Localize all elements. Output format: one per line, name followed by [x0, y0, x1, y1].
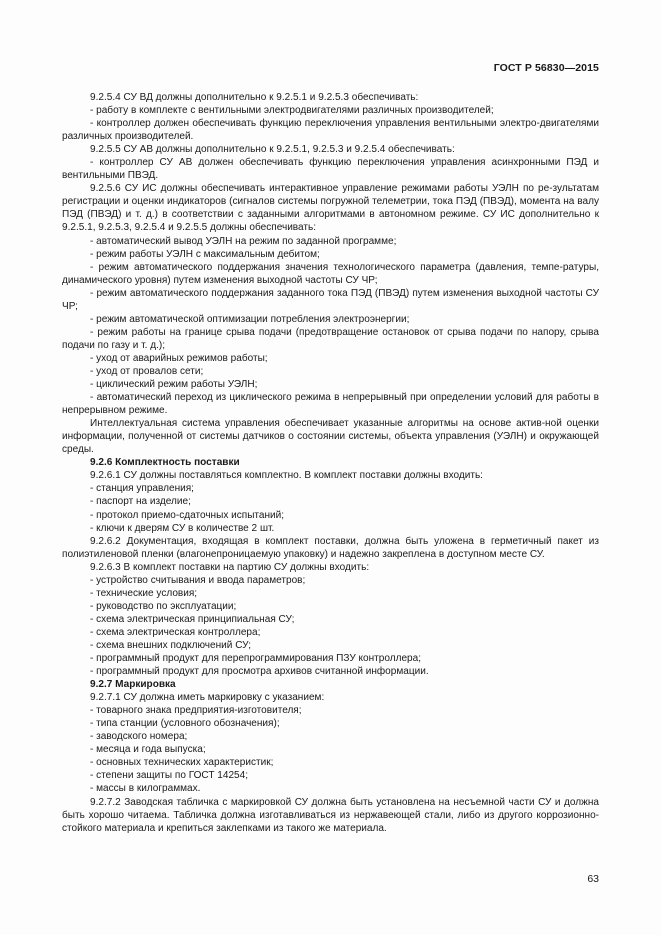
paragraph: 9.2.6.2 Документация, входящая в комплект поставки, должна быть уложена в герметичный пакет из полиэтиленовой пленки (влагонепроницаемую упаковку) и надежно закреплена в доступном месте СУ. — [62, 535, 599, 560]
paragraph: - программный продукт для перепрограммирования ПЗУ контроллера; — [90, 653, 422, 665]
paragraph: - руководство по эксплуатации; — [90, 600, 237, 612]
paragraph: Интеллектуальная система управления обеспечивает указанные алгоритмы на основе актив-ной оценки информации, полученной от системы датчиков о состоянии системы, объекта управления (УЭЛН) и окружающей среды. — [62, 418, 599, 456]
paragraph: - режим автоматического поддержания заданного тока ПЭД (ПВЭД) путем изменения выходной частоты СУ ЧР; — [62, 287, 599, 312]
paragraph: 9.2.5.6 СУ ИС должны обеспечивать интерактивное управление режимами работы УЭЛН по ре-зультатам регистрации и оценки индикаторов (сигналов системы погружной телеметрии, тока ПЭД (ПВЭД), момента на валу ПЭД (ПВЭД) и т. д.) в соответствии с заданными алгоритмами в автономном режиме. СУ ИС дополнительно к 9.2.5.1, 9.2.5.3, 9.2.5.4 и 9.2.5.5 должны обеспечивать: — [62, 183, 599, 234]
paragraph: - автоматический переход из циклического режима в непрерывный при определении условий для работы в непрерывном режиме. — [62, 392, 599, 417]
paragraph: - контроллер должен обеспечивать функцию переключения управления вентильными электро-двигателями различных производителей. — [62, 118, 599, 143]
paragraph: - заводского номера; — [90, 731, 188, 743]
document-body — [62, 91, 599, 835]
paragraph: - программный продукт для просмотра архивов считанной информации. — [90, 666, 429, 678]
paragraph: - циклический режим работы УЭЛН; — [90, 379, 258, 391]
paragraph: - технические условия; — [90, 587, 198, 599]
paragraph: - режим работы на границе срыва подачи (предотвращение остановок от срыва подачи по напору, срыва подачи по газу и т. д.); — [62, 326, 599, 351]
paragraph: - товарного знака предприятия-изготовителя; — [90, 705, 302, 717]
paragraph: - автоматический вывод УЭЛН на режим по заданной программе; — [90, 235, 397, 247]
paragraph: - массы в килограммах. — [90, 783, 201, 795]
paragraph: - работу в комплекте с вентильными электродвигателями различных производителей; — [90, 105, 494, 117]
paragraph: - режим автоматической оптимизации потребления электроэнергии; — [90, 313, 410, 325]
section-heading: 9.2.6 Комплектность поставки — [90, 457, 240, 469]
paragraph: - уход от аварийных режимов работы; — [90, 352, 268, 364]
paragraph: - схема электрическая контроллера; — [90, 626, 261, 638]
paragraph: - устройство считывания и ввода параметров; — [90, 574, 306, 586]
paragraph: 9.2.6.1 СУ должны поставляться комплектно. В комплект поставки должны входить: — [90, 470, 483, 482]
paragraph: - ключи к дверям СУ в количестве 2 шт. — [90, 522, 275, 534]
paragraph: 9.2.6.3 В комплект поставки на партию СУ должны входить: — [90, 561, 370, 573]
paragraph: - схема электрическая принципиальная СУ; — [90, 613, 295, 625]
paragraph: - основных технических характеристик; — [90, 757, 274, 769]
document-code-header: ГОСТ Р 56830—2015 — [493, 62, 599, 74]
paragraph: - станция управления; — [90, 483, 194, 495]
paragraph: - месяца и года выпуска; — [90, 744, 206, 756]
section-heading: 9.2.7 Маркировка — [90, 679, 176, 691]
paragraph: - протокол приемо-сдаточных испытаний; — [90, 509, 285, 521]
paragraph: 9.2.7.1 СУ должна иметь маркировку с указанием: — [90, 692, 325, 704]
paragraph: - паспорт на изделие; — [90, 496, 191, 508]
paragraph: 9.2.5.5 СУ АВ должны дополнительно к 9.2.5.1, 9.2.5.3 и 9.2.5.4 обеспечивать: — [90, 144, 455, 156]
paragraph: - типа станции (условного обозначения); — [90, 718, 280, 730]
paragraph: - степени защиты по ГОСТ 14254; — [90, 770, 248, 782]
page-number: 63 — [587, 873, 599, 885]
paragraph: - схема внешних подключений СУ; — [90, 639, 252, 651]
paragraph: - режим работы УЭЛН с максимальным дебитом; — [90, 248, 320, 260]
paragraph: 9.2.7.2 Заводская табличка с маркировкой СУ должна быть установлена на несъемной части СУ и должна быть хорошо читаема. Табличка должна изготавливаться из нержавеющей стали, либо из другого коррозионно-стойкого материала и крепиться заклепками из такого же материала. — [62, 796, 599, 834]
paragraph: - режим автоматического поддержания значения технологического параметра (давления, темпе-ратуры, динамического уровня) путем изменения выходной частоты СУ ЧР; — [62, 261, 599, 286]
paragraph: 9.2.5.4 СУ ВД должны дополнительно к 9.2.5.1 и 9.2.5.3 обеспечивать: — [90, 92, 419, 103]
paragraph: - контроллер СУ АВ должен обеспечивать функцию переключения управления асинхронными ПЭД и вентильными ПВЭД. — [62, 157, 599, 182]
paragraph: - уход от провалов сети; — [90, 365, 204, 377]
